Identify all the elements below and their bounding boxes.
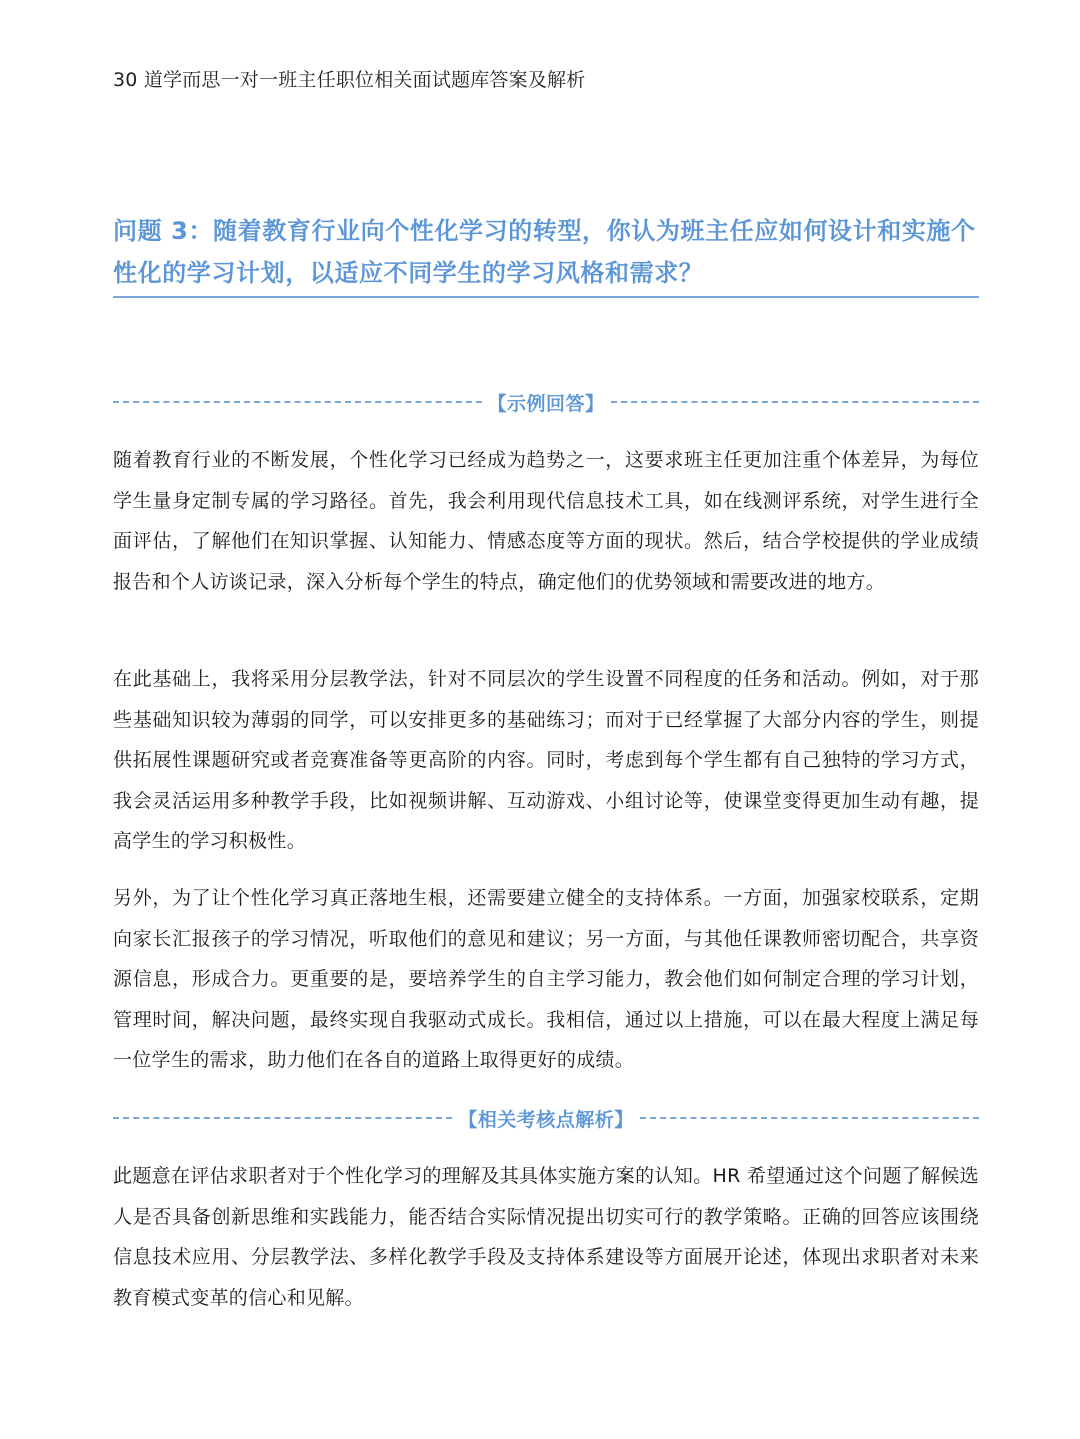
document-header-title: 30 道学而思一对一班主任职位相关面试题库答案及解析: [113, 69, 586, 91]
question-heading: 问题 3：随着教育行业向个性化学习的转型，你认为班主任应如何设计和实施个性化的学习计划，以适应不同学生的学习风格和需求？: [113, 217, 976, 287]
analysis-paragraph: 此题意在评估求职者对于个性化学习的理解及其具体实施方案的认知。HR 希望通过这个问题了解候选人是否具备创新思维和实践能力，能否结合实际情况提出切实可行的教学策略。正确的回答应该围绕信息技术应用、分层教学法、多样化教学手段及支持体系建设等方面展开论述，体现出求职者对未来教育模式变革的信心和见解。: [113, 1165, 979, 1309]
analysis-section-label: 【相关考核点解析】: [458, 1108, 634, 1131]
divider-dash-left: [113, 1117, 452, 1119]
divider-dash-right: [640, 1117, 979, 1119]
answer-section-label: 【示例回答】: [487, 392, 605, 415]
analysis-section-divider: [113, 1103, 979, 1133]
answer-section-divider: [113, 387, 979, 417]
answer-paragraph-1: 随着教育行业的不断发展，个性化学习已经成为趋势之一，这要求班主任更加注重个体差异，为每位学生量身定制专属的学习路径。首先，我会利用现代信息技术工具，如在线测评系统，对学生进行全面评估，了解他们在知识掌握、认知能力、情感态度等方面的现状。然后，结合学校提供的学业成绩报告和个人访谈记录，深入分析每个学生的特点，确定他们的优势领域和需要改进的地方。: [113, 449, 979, 593]
divider-dash-left: [113, 401, 482, 403]
answer-paragraph-2: 在此基础上，我将采用分层教学法，针对不同层次的学生设置不同程度的任务和活动。例如，对于那些基础知识较为薄弱的同学，可以安排更多的基础练习；而对于已经掌握了大部分内容的学生，则提供拓展性课题研究或者竞赛准备等更高阶的内容。同时，考虑到每个学生都有自己独特的学习方式，我会灵活运用多种教学手段，比如视频讲解、互动游戏、小组讨论等，使课堂变得更加生动有趣，提高学生的学习积极性。: [113, 668, 979, 852]
answer-paragraph-3: 另外，为了让个性化学习真正落地生根，还需要建立健全的支持体系。一方面，加强家校联系，定期向家长汇报孩子的学习情况，听取他们的意见和建议；另一方面，与其他任课教师密切配合，共享资源信息，形成合力。更重要的是，要培养学生的自主学习能力，教会他们如何制定合理的学习计划，管理时间，解决问题，最终实现自我驱动式成长。我相信，通过以上措施，可以在最大程度上满足每一位学生的需求，助力他们在各自的道路上取得更好的成绩。: [113, 887, 979, 1071]
divider-dash-right: [611, 401, 980, 403]
question-underline: [113, 296, 979, 298]
